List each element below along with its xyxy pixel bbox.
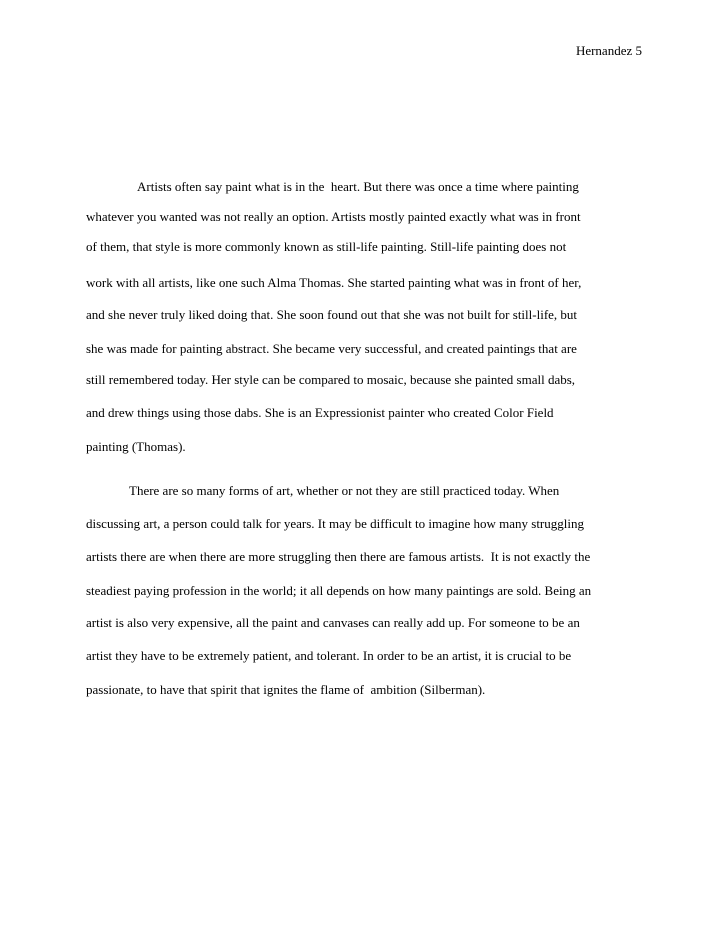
paragraph-2-line-3: artists there are when there are more struggling then there are famous artists. It is not exactly the — [86, 549, 591, 564]
paragraph-2-line-2: discussing art, a person could talk for years. It may be difficult to imagine how many struggling — [86, 516, 584, 531]
paragraph-2-line-7: passionate, to have that spirit that ignites the flame of ambition (Silberman). — [86, 682, 486, 697]
paragraph-1-line-4: work with all artists, like one such Alma Thomas. She started painting what was in front of her, — [86, 275, 582, 290]
paragraph-1-line-6: she was made for painting abstract. She became very successful, and created paintings that are — [86, 341, 577, 356]
paragraph-1-line-7: still remembered today. Her style can be compared to mosaic, because she painted small dabs, — [86, 372, 576, 387]
paragraph-2-line-5: artist is also very expensive, all the paint and canvases can really add up. For someone to be an — [86, 615, 580, 630]
paragraph-1-line-3: of them, that style is more commonly known as still-life painting. Still-life painting does not — [86, 239, 567, 254]
paragraph-2-line-6: artist they have to be extremely patient, and tolerant. In order to be an artist, it is crucial to be — [86, 648, 572, 663]
paragraph-1-line-9: painting (Thomas). — [86, 439, 186, 454]
paragraph-2-line-4: steadiest paying profession in the world; it all depends on how many paintings are sold. Being an — [86, 583, 592, 598]
paragraph-1-line-8: and drew things using those dabs. She is an Expressionist painter who created Color Field — [86, 405, 554, 420]
paragraph-1-line-5: and she never truly liked doing that. She soon found out that she was not built for still-life, but — [86, 307, 578, 322]
paragraph-1-line-1: Artists often say paint what is in the heart. But there was once a time where painting — [137, 179, 579, 194]
running-head: Hernandez 5 — [575, 43, 642, 58]
paragraph-2-line-1: There are so many forms of art, whether or not they are still practiced today. When — [129, 483, 560, 498]
paragraph-1-line-2: whatever you wanted was not really an option. Artists mostly painted exactly what was in front — [86, 209, 581, 224]
